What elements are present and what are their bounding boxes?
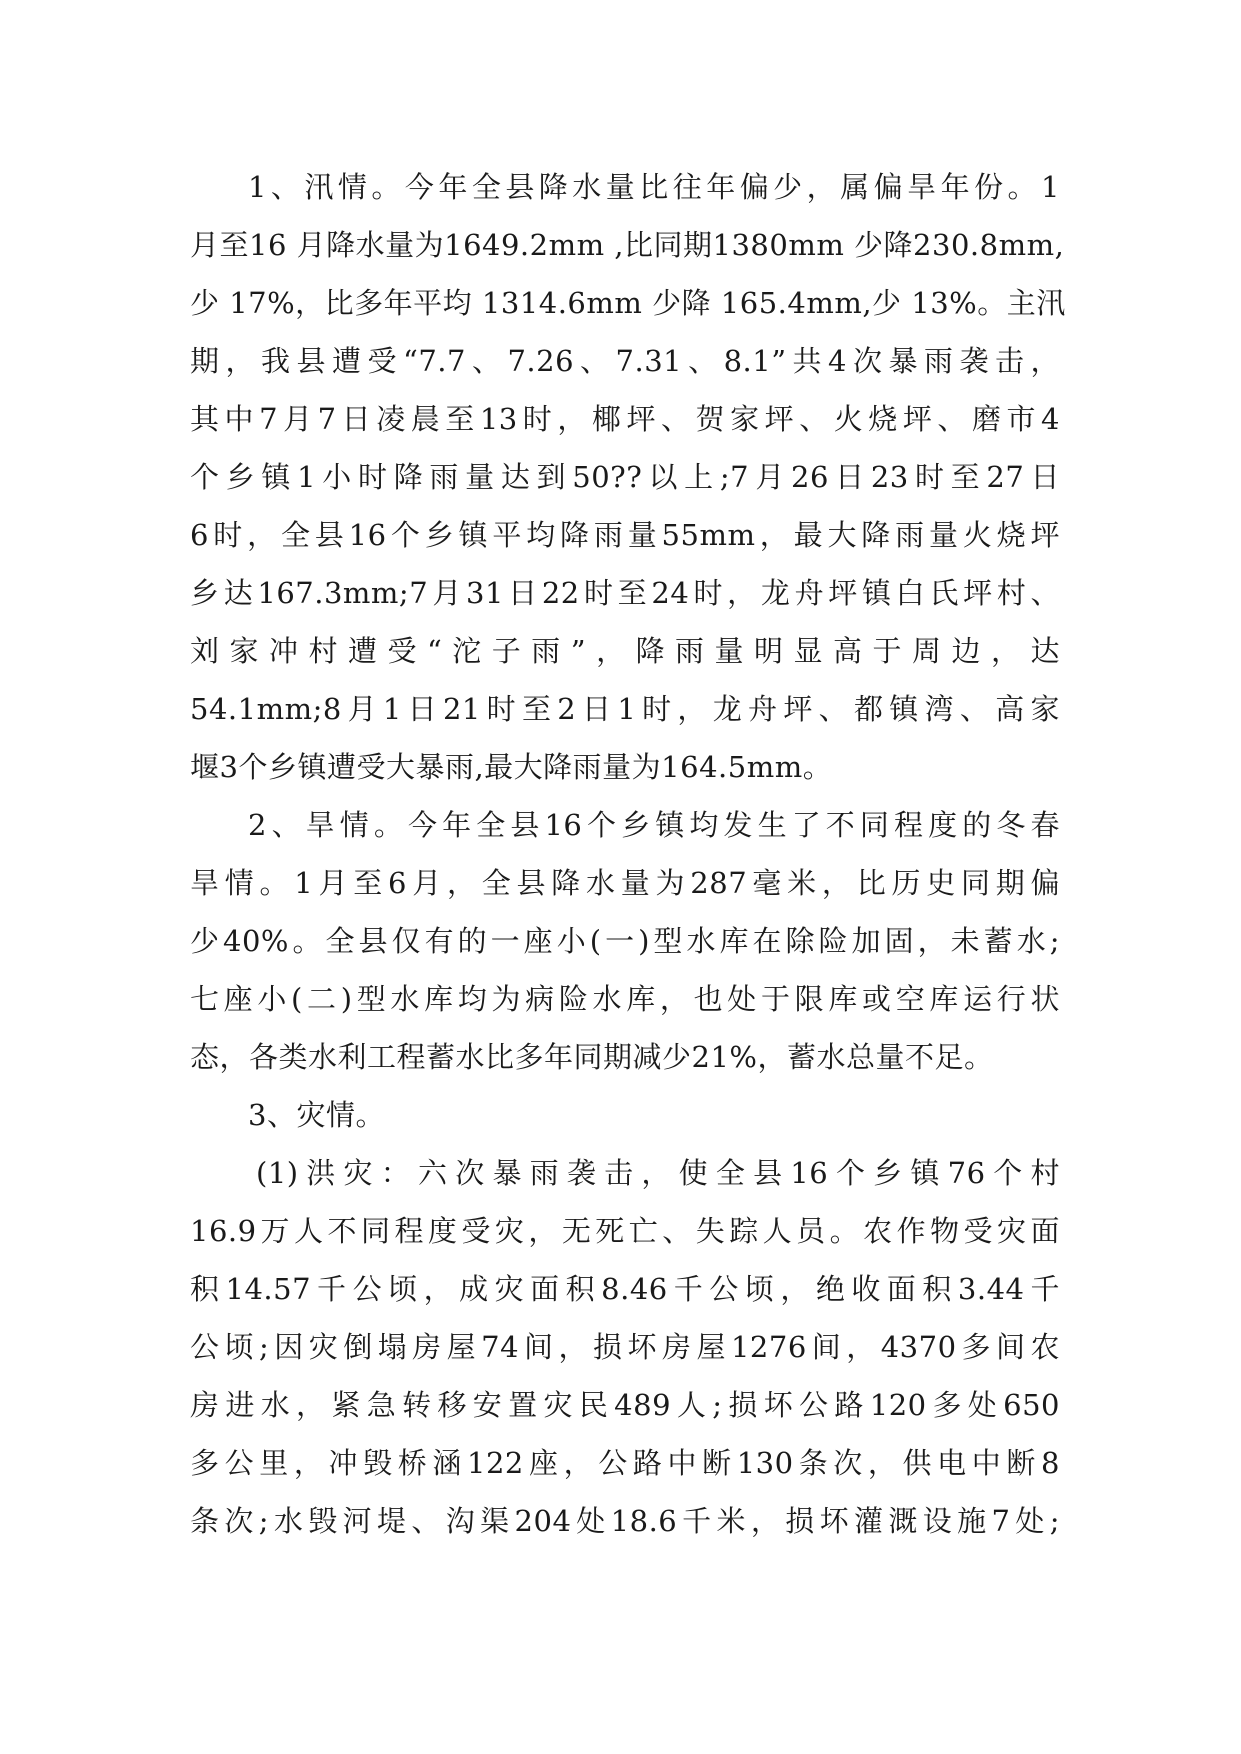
text-line: 态，各类水利工程蓄水比多年同期减少21%，蓄水总量不足。 [190, 1040, 994, 1074]
text-line: 少40%。全县仅有的一座小(一)型水库在除险加固，未蓄水; [190, 924, 1060, 958]
text-line: 多公里，冲毁桥涵122座，公路中断130条次，供电中断8 [190, 1446, 1060, 1480]
text-line: 6时，全县16个乡镇平均降雨量55mm，最大降雨量火烧坪 [190, 518, 1060, 552]
text-line: 条次;水毁河堤、沟渠204处18.6千米，损坏灌溉设施7处; [190, 1504, 1060, 1538]
text-line: 旱情。1月至6月，全县降水量为287毫米，比历史同期偏 [190, 866, 1060, 900]
section-heading: 3、灾情。 [248, 1098, 385, 1132]
document-body [190, 158, 1066, 1550]
text-line: 期，我县遭受“7.7、7.26、7.31、8.1”共4次暴雨袭击， [190, 344, 1060, 378]
text-line: 2、旱情。今年全县16个乡镇均发生了不同程度的冬春 [248, 808, 1060, 842]
text-line: 积14.57千公顷，成灾面积8.46千公顷，绝收面积3.44千 [190, 1272, 1060, 1306]
text-line: 个乡镇1小时降雨量达到50??以上;7月26日23时至27日 [190, 460, 1060, 494]
text-line: 公顷;因灾倒塌房屋74间，损坏房屋1276间，4370多间农 [190, 1330, 1060, 1364]
text-line: 房进水，紧急转移安置灾民489人;损坏公路120多处650 [190, 1388, 1060, 1422]
text-line: 少 17%，比多年平均 1314.6mm 少降 165.4mm,少 13%。主汛 [190, 286, 1066, 320]
text-line: 16.9万人不同程度受灾，无死亡、失踪人员。农作物受灾面 [190, 1214, 1060, 1248]
text-line: (1)洪灾：六次暴雨袭击，使全县16个乡镇76个村 [256, 1156, 1060, 1190]
text-line: 54.1mm;8月1日21时至2日1时，龙舟坪、都镇湾、高家 [190, 692, 1060, 726]
text-line: 乡达167.3mm;7月31日22时至24时，龙舟坪镇白氏坪村、 [190, 576, 1060, 610]
text-line: 其中7月7日凌晨至13时，椰坪、贺家坪、火烧坪、磨市4 [190, 402, 1060, 436]
text-line: 1、汛情。今年全县降水量比往年偏少，属偏旱年份。1 [248, 170, 1060, 204]
paragraph-disaster-heading [190, 1086, 1060, 1144]
text-line: 堰3个乡镇遭受大暴雨,最大降雨量为164.5mm。 [190, 750, 833, 784]
text-line: 月至16 月降水量为1649.2mm ,比同期1380mm 少降230.8mm, [190, 228, 1065, 262]
text-line: 刘家冲村遭受“沱子雨”，降雨量明显高于周边，达 [190, 634, 1060, 668]
paragraph-drought-situation [190, 796, 1060, 1086]
paragraph-flood-disaster [190, 1144, 1060, 1550]
paragraph-flood-situation [190, 158, 1066, 796]
text-line: 七座小(二)型水库均为病险水库，也处于限库或空库运行状 [190, 982, 1060, 1016]
